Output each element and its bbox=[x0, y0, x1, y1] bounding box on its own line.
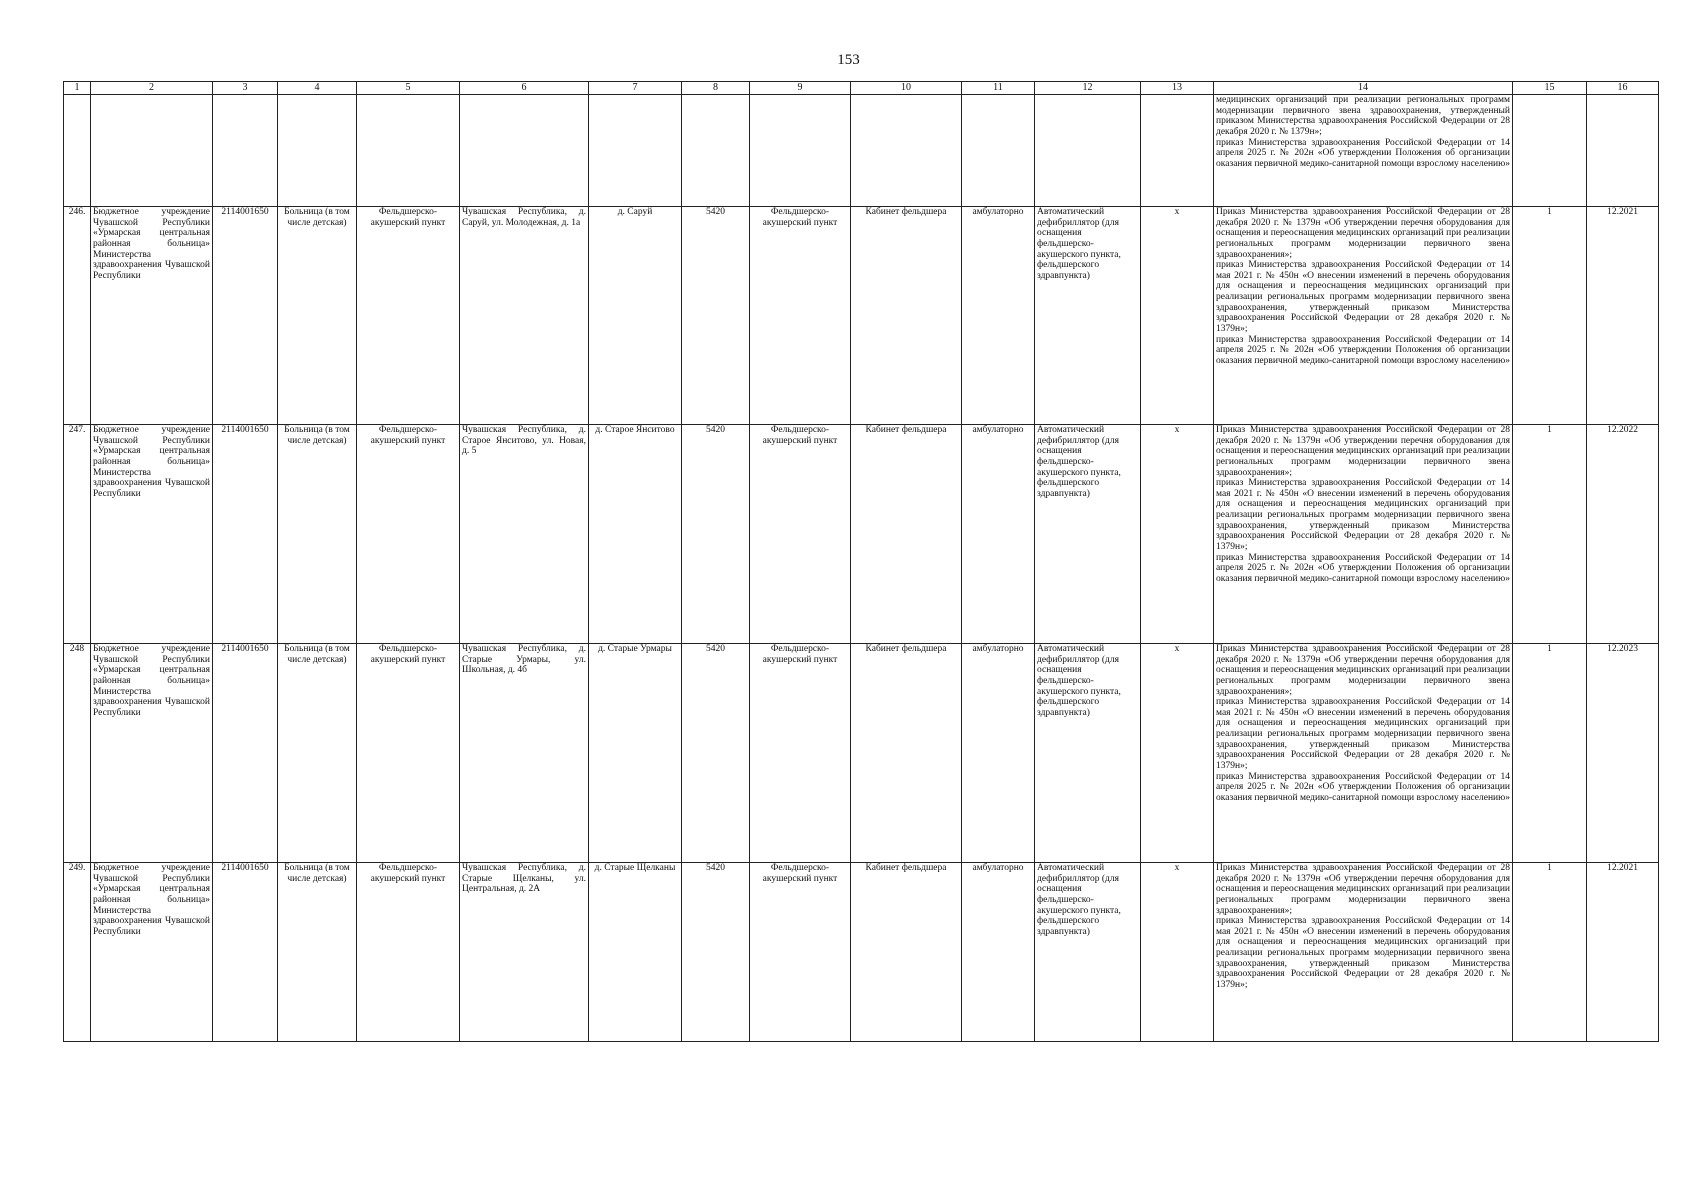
legal-basis-cell: медицинских организаций при реализации региональных программ модернизации первичного звена здравоохранения, утвержденный приказом Министерства здравоохранения Российской Федерации от 28 декабря 2020 г. № 1379н»; приказ Министерства здравоохранения Российской Федерации от 14 апреля 2025 г. № 202н «Об утверждении Положения об организации оказания первичной медико-санитарной помощи взрослому населению» bbox=[1214, 95, 1513, 207]
legal-basis-cell: Приказ Министерства здравоохранения Российской Федерации от 28 декабря 2020 г. № 1379н «Об утверждении перечня оборудования для оснащения и переоснащения медицинских организаций при реализации региональных программ модернизации первичного звена здравоохранения»; приказ Министерства здравоохранения Российской Федерации от 14 мая 2021 г. № 450н «О внесении изменений в перечень оборудования для оснащения и переоснащения медицинских организаций при реализации региональных программ модернизации первичного звена здравоохранения, утвержденный приказом Министерства здравоохранения Российской Федерации от 28 декабря 2020 г. № 1379н»; приказ Министерства здравоохранения Российской Федерации от 14 апреля 2025 г. № 202н «Об утверждении Положения об организации оказания первичной медико-санитарной помощи взрослому населению» bbox=[1214, 207, 1513, 425]
unit-type-cell: Фельдшерско-акушерский пункт bbox=[750, 207, 851, 425]
date-cell: 12.2022 bbox=[1587, 425, 1659, 644]
column-header: 3 bbox=[213, 82, 278, 95]
locality-cell: д. Старое Янситово bbox=[589, 425, 682, 644]
unit-cell: Фельдшерско-акушерский пункт bbox=[357, 207, 460, 425]
unit-type-cell: Фельдшерско-акушерский пункт bbox=[750, 425, 851, 644]
org-type-cell: Больница (в том числе детская) bbox=[278, 863, 357, 1042]
table-row bbox=[64, 644, 1659, 863]
column-header: 14 bbox=[1214, 82, 1513, 95]
organization-cell: Бюджетное учреждение Чувашской Республики «Урмарская центральная районная больница» Министерства здравоохранения Чувашской Республики bbox=[91, 863, 213, 1042]
quantity-cell: 1 bbox=[1513, 863, 1587, 1042]
table-row bbox=[64, 425, 1659, 644]
col13-cell: х bbox=[1141, 863, 1214, 1042]
page-number: 153 bbox=[837, 52, 860, 68]
row-number: 249. bbox=[64, 863, 91, 1042]
organization-cell: Бюджетное учреждение Чувашской Республики «Урмарская центральная районная больница» Министерства здравоохранения Чувашской Республики bbox=[91, 207, 213, 425]
inn-cell: 2114001650 bbox=[213, 863, 278, 1042]
equipment-cell: Автоматический дефибриллятор (для оснащения фельдшерско-акушерского пункта, фельдшерского здравпункта) bbox=[1035, 425, 1141, 644]
legal-basis-cell: Приказ Министерства здравоохранения Российской Федерации от 28 декабря 2020 г. № 1379н «Об утверждении перечня оборудования для оснащения и переоснащения медицинских организаций при реализации региональных программ модернизации первичного звена здравоохранения»; приказ Министерства здравоохранения Российской Федерации от 14 мая 2021 г. № 450н «О внесении изменений в перечень оборудования для оснащения и переоснащения медицинских организаций при реализации региональных программ модернизации первичного звена здравоохранения, утвержденный приказом Министерства здравоохранения Российской Федерации от 28 декабря 2020 г. № 1379н»; приказ Министерства здравоохранения Российской Федерации от 14 апреля 2025 г. № 202н «Об утверждении Положения об организации оказания первичной медико-санитарной помощи взрослому населению» bbox=[1214, 425, 1513, 644]
inn-cell: 2114001650 bbox=[213, 644, 278, 863]
col13-cell: х bbox=[1141, 425, 1214, 644]
inn-cell: 2114001650 bbox=[213, 425, 278, 644]
unit-type-cell: Фельдшерско-акушерский пункт bbox=[750, 863, 851, 1042]
date-cell: 12.2023 bbox=[1587, 644, 1659, 863]
column-header: 2 bbox=[91, 82, 213, 95]
care-mode-cell: амбулаторно bbox=[962, 425, 1035, 644]
row-number: 247. bbox=[64, 425, 91, 644]
room-cell: Кабинет фельдшера bbox=[851, 425, 962, 644]
date-cell: 12.2021 bbox=[1587, 207, 1659, 425]
equipment-cell: Автоматический дефибриллятор (для оснащения фельдшерско-акушерского пункта, фельдшерского здравпункта) bbox=[1035, 644, 1141, 863]
locality-cell: д. Старые Урмары bbox=[589, 644, 682, 863]
code-cell: 5420 bbox=[682, 644, 750, 863]
equipment-table bbox=[63, 81, 1659, 1042]
room-cell: Кабинет фельдшера bbox=[851, 644, 962, 863]
column-header: 7 bbox=[589, 82, 682, 95]
row-number: 248 bbox=[64, 644, 91, 863]
column-header: 16 bbox=[1587, 82, 1659, 95]
equipment-cell: Автоматический дефибриллятор (для оснащения фельдшерско-акушерского пункта, фельдшерского здравпункта) bbox=[1035, 207, 1141, 425]
room-cell: Кабинет фельдшера bbox=[851, 207, 962, 425]
unit-cell: Фельдшерско-акушерский пункт bbox=[357, 863, 460, 1042]
legal-basis-cell: Приказ Министерства здравоохранения Российской Федерации от 28 декабря 2020 г. № 1379н «Об утверждении перечня оборудования для оснащения и переоснащения медицинских организаций при реализации региональных программ модернизации первичного звена здравоохранения»; приказ Министерства здравоохранения Российской Федерации от 14 мая 2021 г. № 450н «О внесении изменений в перечень оборудования для оснащения и переоснащения медицинских организаций при реализации региональных программ модернизации первичного звена здравоохранения, утвержденный приказом Министерства здравоохранения Российской Федерации от 28 декабря 2020 г. № 1379н»; приказ Министерства здравоохранения Российской Федерации от 14 апреля 2025 г. № 202н «Об утверждении Положения об организации оказания первичной медико-санитарной помощи взрослому населению» bbox=[1214, 644, 1513, 863]
code-cell: 5420 bbox=[682, 207, 750, 425]
column-header: 6 bbox=[460, 82, 589, 95]
locality-cell: д. Старые Щелканы bbox=[589, 863, 682, 1042]
org-type-cell: Больница (в том числе детская) bbox=[278, 207, 357, 425]
organization-cell: Бюджетное учреждение Чувашской Республики «Урмарская центральная районная больница» Министерства здравоохранения Чувашской Республики bbox=[91, 644, 213, 863]
care-mode-cell: амбулаторно bbox=[962, 207, 1035, 425]
address-cell: Чувашская Республика, д. Старые Урмары, ул. Школьная, д. 4б bbox=[460, 644, 589, 863]
legal-basis-cell: Приказ Министерства здравоохранения Российской Федерации от 28 декабря 2020 г. № 1379н «Об утверждении перечня оборудования для оснащения и переоснащения медицинских организаций при реализации региональных программ модернизации первичного звена здравоохранения»; приказ Министерства здравоохранения Российской Федерации от 14 мая 2021 г. № 450н «О внесении изменений в перечень оборудования для оснащения и переоснащения медицинских организаций при реализации региональных программ модернизации первичного звена здравоохранения, утвержденный приказом Министерства здравоохранения Российской Федерации от 28 декабря 2020 г. № 1379н»; bbox=[1214, 863, 1513, 1042]
address-cell: Чувашская Республика, д. Саруй, ул. Молодежная, д. 1а bbox=[460, 207, 589, 425]
column-header: 8 bbox=[682, 82, 750, 95]
table-row bbox=[64, 863, 1659, 1042]
col13-cell: х bbox=[1141, 207, 1214, 425]
column-header: 10 bbox=[851, 82, 962, 95]
care-mode-cell: амбулаторно bbox=[962, 863, 1035, 1042]
date-cell: 12.2021 bbox=[1587, 863, 1659, 1042]
column-header: 4 bbox=[278, 82, 357, 95]
column-header: 12 bbox=[1035, 82, 1141, 95]
column-header: 5 bbox=[357, 82, 460, 95]
column-header: 11 bbox=[962, 82, 1035, 95]
unit-cell: Фельдшерско-акушерский пункт bbox=[357, 425, 460, 644]
care-mode-cell: амбулаторно bbox=[962, 644, 1035, 863]
continuation-row bbox=[64, 95, 1659, 207]
table-row bbox=[64, 207, 1659, 425]
org-type-cell: Больница (в том числе детская) bbox=[278, 425, 357, 644]
quantity-cell: 1 bbox=[1513, 425, 1587, 644]
inn-cell: 2114001650 bbox=[213, 207, 278, 425]
locality-cell: д. Саруй bbox=[589, 207, 682, 425]
col13-cell: х bbox=[1141, 644, 1214, 863]
quantity-cell: 1 bbox=[1513, 207, 1587, 425]
code-cell: 5420 bbox=[682, 425, 750, 644]
column-header: 9 bbox=[750, 82, 851, 95]
header-row bbox=[64, 82, 1659, 95]
org-type-cell: Больница (в том числе детская) bbox=[278, 644, 357, 863]
column-header: 1 bbox=[64, 82, 91, 95]
row-number: 246. bbox=[64, 207, 91, 425]
column-header: 13 bbox=[1141, 82, 1214, 95]
room-cell: Кабинет фельдшера bbox=[851, 863, 962, 1042]
unit-type-cell: Фельдшерско-акушерский пункт bbox=[750, 644, 851, 863]
equipment-cell: Автоматический дефибриллятор (для оснащения фельдшерско-акушерского пункта, фельдшерского здравпункта) bbox=[1035, 863, 1141, 1042]
organization-cell: Бюджетное учреждение Чувашской Республики «Урмарская центральная районная больница» Министерства здравоохранения Чувашской Республики bbox=[91, 425, 213, 644]
code-cell: 5420 bbox=[682, 863, 750, 1042]
address-cell: Чувашская Республика, д. Старые Щелканы, ул. Центральная, д. 2А bbox=[460, 863, 589, 1042]
unit-cell: Фельдшерско-акушерский пункт bbox=[357, 644, 460, 863]
quantity-cell: 1 bbox=[1513, 644, 1587, 863]
address-cell: Чувашская Республика, д. Старое Янситово, ул. Новая, д. 5 bbox=[460, 425, 589, 644]
column-header: 15 bbox=[1513, 82, 1587, 95]
